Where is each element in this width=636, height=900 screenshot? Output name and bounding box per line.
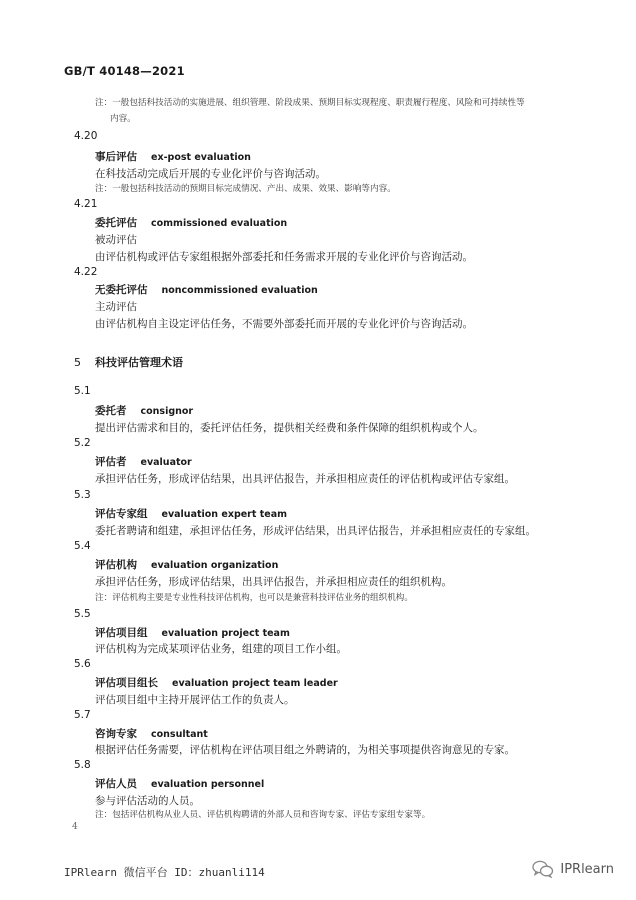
- clause-number: 4.20: [74, 130, 98, 142]
- term-zh: 评估人员: [95, 778, 137, 790]
- term-heading: [95, 625, 290, 640]
- term-heading: [95, 675, 338, 690]
- clause-number: 4.21: [74, 198, 98, 210]
- term-en: evaluation project team: [161, 628, 290, 639]
- wechat-icon: [532, 860, 554, 878]
- term-definition: 由评估机构或评估专家组根据外部委托和任务需求开展的专业化评价与咨询活动。: [95, 251, 473, 263]
- term-en: evaluation personnel: [151, 779, 265, 790]
- section-heading: [74, 354, 183, 370]
- note-continuation: 内容。: [110, 114, 136, 124]
- term-definition: 在科技活动完成后开展的专业化评价与咨询活动。: [95, 168, 326, 180]
- clause-number: 5.7: [74, 709, 91, 721]
- term-zh: 无委托评估: [95, 284, 148, 296]
- term-heading: [95, 215, 287, 230]
- watermark-text: IPRlearn 微信平台 ID：zhuanli114: [64, 866, 265, 879]
- term-definition: 承担评估任务，形成评估结果，出具评估报告，并承担相应责任的组织机构。: [95, 576, 452, 588]
- term-definition: 委托者聘请和组建，承担评估任务，形成评估结果，出具评估报告，并承担相应责任的专家组。: [95, 525, 536, 537]
- term-definition: 参与评估活动的人员。: [95, 795, 200, 807]
- section-number: 5: [74, 356, 81, 369]
- note-text: 注：一般包括科技活动的预期目标完成情况、产出、成果、效果、影响等内容。: [95, 184, 396, 194]
- term-en: consignor: [140, 406, 194, 417]
- term-heading: [95, 776, 264, 791]
- term-heading: [95, 149, 251, 164]
- clause-number: 4.22: [74, 266, 98, 278]
- term-heading: [95, 282, 318, 297]
- clause-number: 5.1: [74, 385, 91, 397]
- term-zh: 评估机构: [95, 559, 137, 571]
- term-definition: 提出评估需求和目的，委托评估任务，提供相关经费和条件保障的组织机构或个人。: [95, 422, 484, 434]
- term-zh: 咨询专家: [95, 728, 137, 740]
- term-en: noncommissioned evaluation: [161, 285, 318, 296]
- clause-number: 5.6: [74, 658, 91, 670]
- brand-logo: [532, 860, 614, 878]
- term-definition: 被动评估: [95, 234, 137, 246]
- term-heading: [95, 557, 278, 572]
- term-en: evaluation project team leader: [172, 678, 338, 689]
- standard-code-header: GB/T 40148—2021: [64, 64, 185, 78]
- clause-number: 5.4: [74, 540, 91, 552]
- term-definition: 根据评估任务需要，评估机构在评估项目组之外聘请的，为相关事项提供咨询意见的专家。: [95, 744, 515, 756]
- section-title: 科技评估管理术语: [95, 356, 183, 369]
- term-zh: 事后评估: [95, 151, 137, 163]
- term-heading: [95, 454, 192, 469]
- clause-number: 5.2: [74, 437, 91, 449]
- term-zh: 评估项目组长: [95, 677, 158, 689]
- term-en: consultant: [151, 729, 208, 740]
- clause-number: 5.5: [74, 608, 91, 620]
- page-number: 4: [72, 822, 78, 832]
- term-heading: [95, 506, 287, 521]
- term-zh: 委托评估: [95, 217, 137, 229]
- term-zh: 评估项目组: [95, 627, 148, 639]
- term-zh: 评估者: [95, 456, 127, 468]
- term-definition: 主动评估: [95, 301, 137, 313]
- note-text: 注：一般包括科技活动的实施进展、组织管理、阶段成果、预期目标实现程度、职责履行程度、风险和可持续性等: [95, 98, 525, 108]
- term-en: evaluation expert team: [161, 509, 288, 520]
- term-definition: 承担评估任务，形成评估结果，出具评估报告，并承担相应责任的评估机构或评估专家组。: [95, 473, 515, 485]
- term-definition: 评估项目组中主持开展评估工作的负责人。: [95, 694, 295, 706]
- term-heading: [95, 403, 193, 418]
- term-definition: 由评估机构自主设定评估任务，不需要外部委托而开展的专业化评价与咨询活动。: [95, 318, 473, 330]
- term-heading: [95, 726, 208, 741]
- clause-number: 5.8: [74, 759, 91, 771]
- term-en: evaluator: [140, 457, 192, 468]
- clause-number: 5.3: [74, 489, 91, 501]
- note-text: 注：包括评估机构从业人员、评估机构聘请的外部人员和咨询专家、评估专家组专家等。: [95, 810, 431, 820]
- term-zh: 评估专家组: [95, 508, 148, 520]
- term-en: commissioned evaluation: [151, 218, 288, 229]
- term-zh: 委托者: [95, 405, 127, 417]
- term-en: ex-post evaluation: [151, 152, 251, 163]
- term-definition: 评估机构为完成某项评估业务，组建的项目工作小组。: [95, 643, 347, 655]
- note-text: 注：评估机构主要是专业性科技评估机构，也可以是兼营科技评估业务的组织机构。: [95, 593, 413, 603]
- term-en: evaluation organization: [151, 560, 279, 571]
- brand-name: IPRlearn: [560, 861, 614, 877]
